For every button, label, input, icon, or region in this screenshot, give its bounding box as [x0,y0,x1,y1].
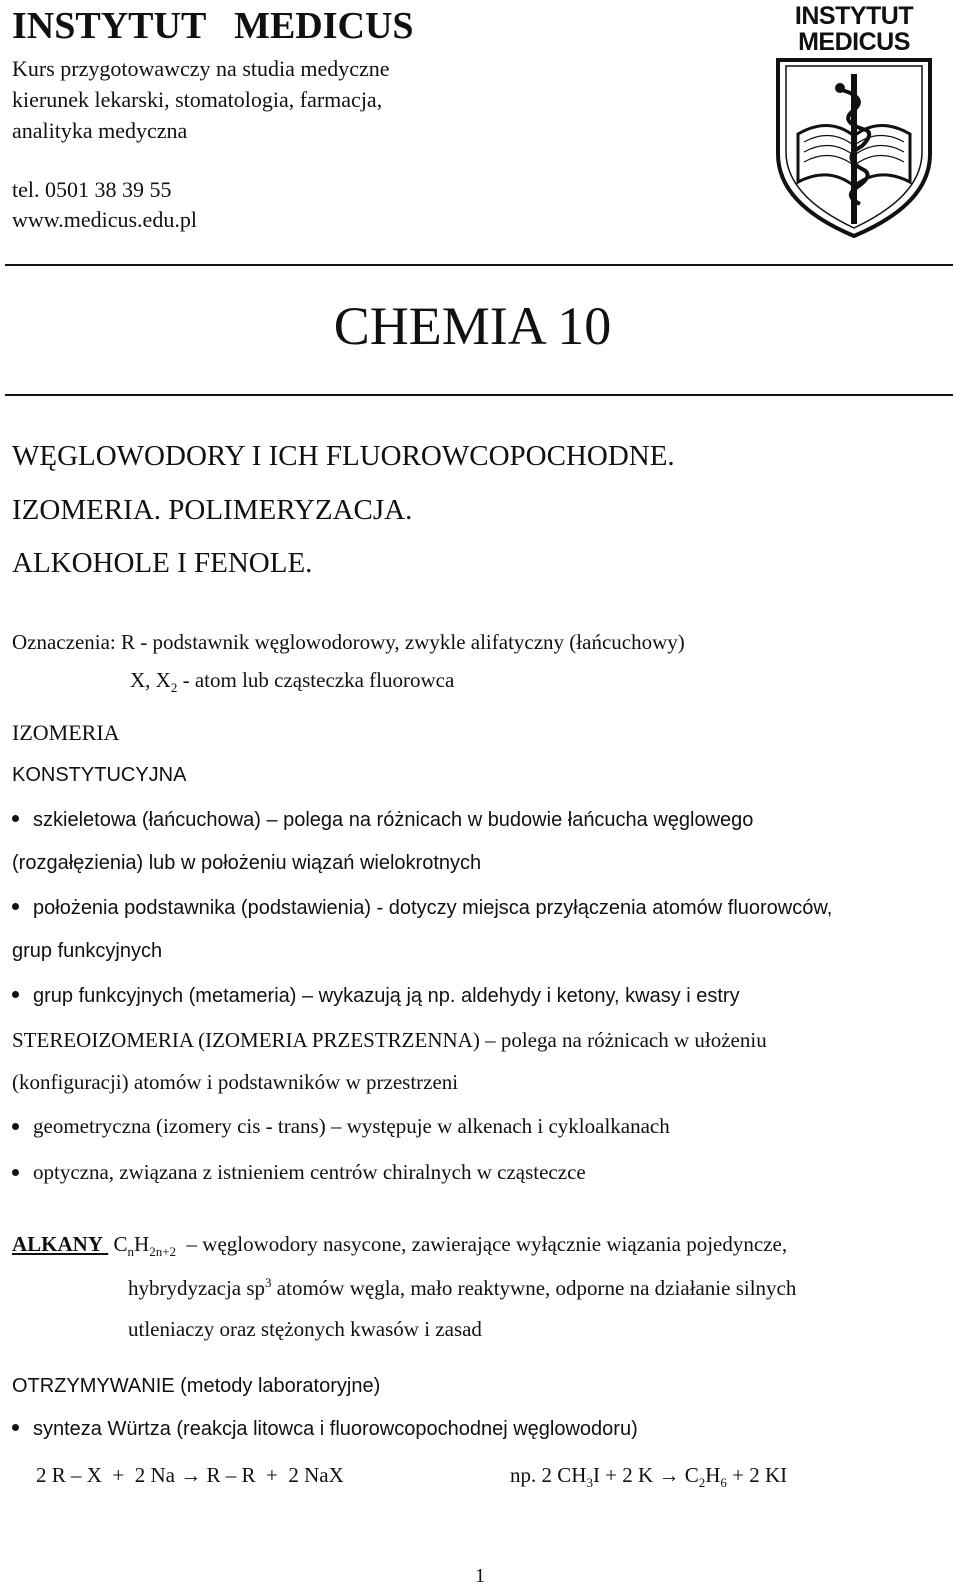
reaction-example [510,1463,787,1491]
bullet-polozenia [12,897,832,920]
alkany-desc-2-post: atomów węgla, mało reaktywne, odporne na działanie silnych [271,1276,797,1300]
alkany-formula-h: H [134,1232,150,1256]
bullet-optyczna-text: optyczna, związana z istnieniem centrów chiralnych w cząsteczce [33,1160,586,1184]
notation-r [12,630,685,655]
top-rule [5,264,953,266]
konstytucyjna-heading: KONSTYTUCYJNA [12,764,187,786]
bullet-icon [12,1123,19,1130]
example-mid: I + 2 K → C [592,1463,699,1487]
bullet-polozenia-text: położenia podstawnika (podstawienia) - dotyczy miejsca przyłączenia atomów fluorowców, [33,897,833,919]
otrzymywanie-heading: OTRZYMYWANIE (metody laboratoryjne) [12,1375,381,1397]
example-pre: np. 2 CH [510,1463,587,1487]
example-post: + 2 KI [726,1463,788,1487]
stereo-line-2: (konfiguracji) atomów i podstawników w przestrzeni [12,1070,459,1094]
notation-x-sub: 2 [170,680,178,696]
notation-x-pre: X, X [130,668,171,692]
shield-book-staff-icon [774,54,934,242]
alkany-formula-n: n [127,1244,135,1260]
izomeria-heading: IZOMERIA [12,720,120,745]
alkany-line-3: utleniaczy oraz stężonych kwasów i zasad [128,1317,482,1341]
page-number: 1 [475,1565,485,1587]
logo-text-2: MEDICUS [798,28,910,56]
alkany-desc-2-sup: 3 [265,1275,272,1290]
reaction-general: 2 R – X + 2 Na → R – R + 2 NaX [36,1463,344,1487]
course-line-2: kierunek lekarski, stomatologia, farmacja, [12,87,383,112]
bullet-optyczna [12,1160,586,1185]
bullet-grup-text: grup funkcyjnych (metameria) – wykazują ją np. aldehydy i ketony, kwasy i estry [33,985,740,1007]
subtitle-line-3: ALKOHOLE I FENOLE. [12,547,313,579]
alkany-desc-1: – węglowodory nasycone, zawierające wyłącznie wiązania pojedyncze, [186,1232,788,1256]
bullet-wurtz-text: synteza Würtza (reakcja litowca i fluorowcopochodnej węglowodoru) [33,1418,638,1440]
notation-label: Oznaczenia: [12,630,116,654]
alkany-formula-2n2: 2n+2 [149,1244,177,1260]
bullet-icon [12,815,19,822]
medicus-logo [774,2,934,242]
page-title: CHEMIA 10 [333,296,612,356]
subtitle-line-2: IZOMERIA. POLIMERYZACJA. [12,494,413,526]
subtitle-line-1: WĘGLOWODORY I ICH FLUOROWCOPOCHODNE. [12,440,675,472]
bullet-szkieletowa-text: szkieletowa (łańcuchowa) – polega na różnicach w budowie łańcucha węglowego [33,809,754,831]
bullet-wurtz [12,1418,638,1441]
example-sub-3: 6 [720,1475,727,1491]
alkany-heading: ALKANY [12,1232,104,1256]
bullet-geometryczna-text: geometryczna (izomery cis - trans) – występuje w alkenach i cykloalkanach [33,1114,670,1138]
course-line-3: analityka medyczna [12,118,188,143]
website[interactable]: www.medicus.edu.pl [12,207,197,232]
notation-x-def: - atom lub cząsteczka fluorowca [177,668,455,692]
example-h: H [705,1463,721,1487]
bullet-polozenia-cont: grup funkcyjnych [12,940,163,962]
logo-text-1: INSTYTUT [794,2,914,30]
course-line-1: Kurs przygotowawczy na studia medyczne [12,56,390,81]
bullet-icon [12,991,19,998]
bullet-szkieletowa-cont: (rozgałęzienia) lub w położeniu wiązań wielokrotnych [12,852,482,874]
alkany-line-1 [12,1232,787,1260]
org-title: INSTYTUT MEDICUS [12,5,414,47]
bullet-icon [12,1424,19,1431]
example-sub-1: 3 [586,1475,593,1491]
phone: tel. 0501 38 39 55 [12,177,172,202]
stereo-line-1: STEREOIZOMERIA (IZOMERIA PRZESTRZENNA) – polega na różnicach w ułożeniu [12,1028,767,1052]
example-sub-2: 2 [698,1475,706,1491]
alkany-formula-c: C [113,1232,128,1256]
bullet-grup [12,985,740,1008]
bullet-icon [12,1169,19,1176]
alkany-desc-2-pre: hybrydyzacja sp [128,1276,266,1300]
notation-r-def: R - podstawnik węglowodorowy, zwykle alifatyczny (łańcuchowy) [121,630,685,654]
alkany-line-2 [128,1275,796,1301]
title-rule [5,394,953,396]
bullet-szkieletowa [12,809,753,832]
bullet-icon [12,903,19,910]
bullet-geometryczna [12,1114,670,1139]
notation-x [130,668,454,696]
